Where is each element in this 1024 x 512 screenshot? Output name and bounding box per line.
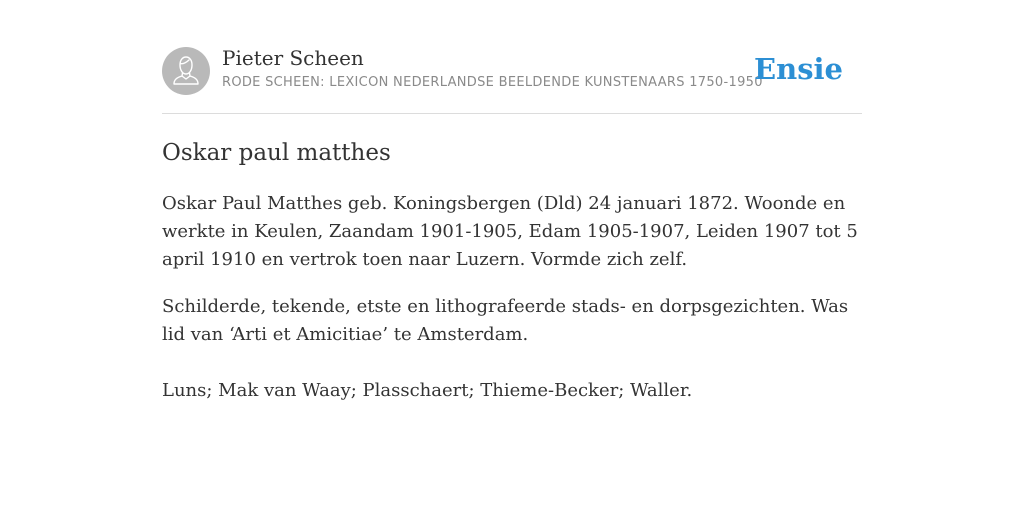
source-title[interactable]: RODE SCHEEN: LEXICON NEDERLANDSE BEELDENDE KUNSTENAARS 1750-1950 bbox=[222, 75, 763, 90]
article-card bbox=[162, 46, 862, 405]
article-paragraph: Oskar Paul Matthes geb. Koningsbergen (Dld) 24 januari 1872. Woonde en werkte in Keulen, Zaandam 1901-1905, Edam 1905-1907, Leiden 1907 tot 5 april 1910 en vertrok toen naar Luzern. Vormde zich zelf. bbox=[162, 193, 858, 270]
article-header bbox=[162, 46, 862, 114]
article-references: Luns; Mak van Waay; Plasschaert; Thieme-Becker; Waller. bbox=[162, 380, 693, 401]
author-name[interactable]: Pieter Scheen bbox=[222, 46, 364, 70]
author-avatar[interactable] bbox=[162, 47, 210, 95]
article-title: Oskar paul matthes bbox=[162, 140, 391, 166]
article-paragraph: Schilderde, tekende, etste en lithografeerde stads- en dorpsgezichten. Was lid van ‘Arti et Amicitiae’ te Amsterdam. bbox=[162, 296, 849, 345]
article-body bbox=[162, 190, 862, 405]
ensie-logo[interactable]: Ensie bbox=[754, 52, 843, 86]
user-silhouette-icon bbox=[162, 47, 210, 95]
